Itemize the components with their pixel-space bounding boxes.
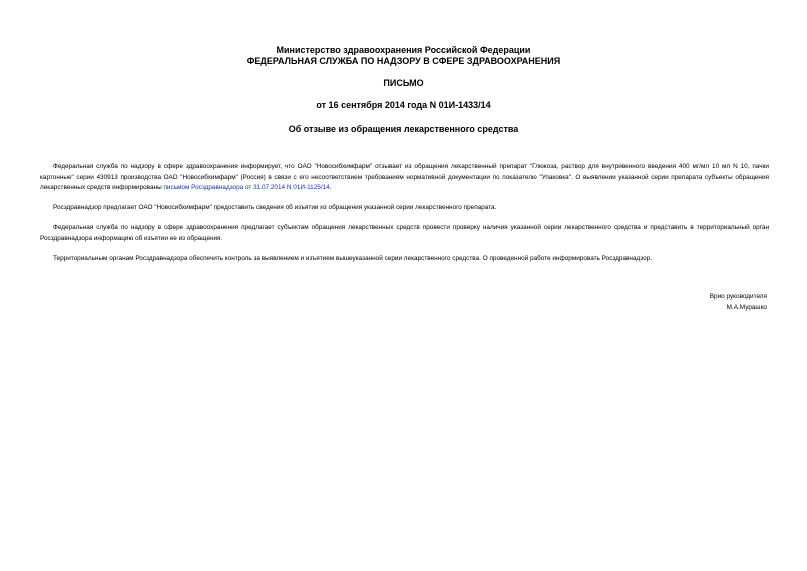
document-title: Об отзыве из обращения лекарственного средства xyxy=(288,124,519,134)
document-type: ПИСЬМО xyxy=(383,78,424,88)
paragraph-1-end: . xyxy=(329,184,332,191)
signatory-name: М.А.Мурашко xyxy=(726,303,767,311)
paragraph-2: Росздравнадзор предлагает ОАО "Новосибхимфарм" предоставить сведения об изъятии из обращения указанной серии лекарственного препарата. xyxy=(53,204,497,212)
service-name: ФЕДЕРАЛЬНАЯ СЛУЖБА ПО НАДЗОРУ В СФЕРЕ ЗДРАВООХРАНЕНИЯ xyxy=(246,56,561,66)
paragraph-1 xyxy=(40,162,769,194)
signatory-position: Врио руководителя xyxy=(709,293,767,300)
paragraph-4: Территориальным органам Росздравнадзора обеспечить контроль за выявлением и изъятием вышеуказанной серии лекарственного средства. О проведенной работе информировать Росздравнадзор. xyxy=(53,254,652,262)
ministry-name: Министерство здравоохранения Российской Федерации xyxy=(276,45,531,55)
signature-block xyxy=(710,292,767,313)
document-date: от 16 сентября 2014 года N 01И-1433/14 xyxy=(316,100,491,110)
paragraph-1-text: Федеральная служба по надзору в сфере здравоохранения информирует, что ОАО "Новосибхимфарм" отзывает из обращения лекарственный препарат "Глюкоза, раствор для внутривенного введения 400 мг/мл 10 мл N 10, пачки картонные" серии 430913 производства ОАО "Новосибхимфарм" (Россия) в связи с его несоответствием требованиям нормативной документации по показателю "Упаковка". О выявлении указанной серии препарата субъекты обращения лекарственных средств информированы xyxy=(40,163,769,191)
reference-letter-link[interactable]: письмом Росздравнадзора от 31.07.2014 N 01И-1125/14 xyxy=(163,184,330,191)
document-body xyxy=(40,162,769,274)
document-header xyxy=(0,45,807,111)
paragraph-3: Федеральная служба по надзору в сфере здравоохранения предлагает субъектам обращения лекарственных средств провести проверку наличия указанной серии лекарственного средства и представить в территориальный орган Росздравнадзора информацию об изъятии ее из обращения. xyxy=(40,224,769,242)
